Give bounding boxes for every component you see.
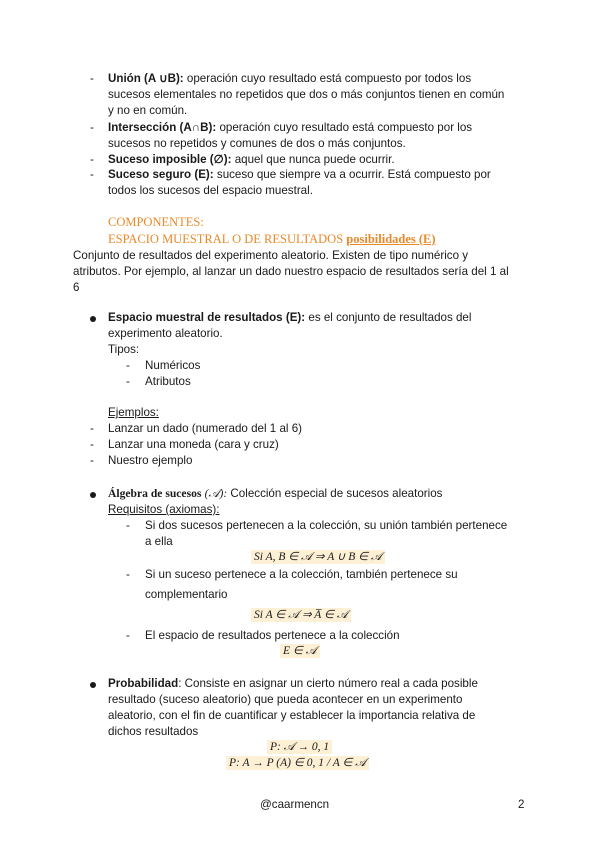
intro-text: Conjunto de resultados del experimento aleatorio. Existen de tipo numérico y (73, 249, 469, 262)
bullet-icon (90, 492, 96, 498)
dash: - (90, 121, 94, 134)
requisito-text: Si dos sucesos pertenecen a la colección, su unión también pertenece (145, 519, 508, 532)
op-union-line: y no en común. (108, 104, 188, 117)
probabilidad-line: resultado (suceso aleatorio) que pueda acontecer en un experimento (108, 693, 463, 706)
probabilidad-line: dichos resultados (108, 725, 199, 738)
section-heading: COMPONENTES: (108, 215, 204, 229)
op-union-line: sucesos elementales no repetidos que dos o más conjuntos tienen en común (108, 88, 505, 101)
footer-author: @caarmencn (260, 798, 330, 811)
formula-probabilidad: P: 𝒜 → 0, 1 (267, 740, 332, 754)
bullet-icon (90, 682, 96, 688)
op-interseccion: Intersección (A∩B): operación cuyo resultado está compuesto por los (108, 121, 473, 134)
intro-text: 6 (73, 281, 80, 294)
formula-union: Si A, B ∈ 𝒜 ⇒ A ∪ B ∈ 𝒜 (251, 550, 385, 564)
probabilidad-def: Probabilidad: Consiste en asignar un cierto número real a cada posible (108, 677, 478, 690)
formula-espacio: E ∈ 𝒜 (280, 644, 320, 658)
formula-probabilidad-mapping: P: A → P (A) ∈ 0, 1 / A ∈ 𝒜 (226, 756, 369, 770)
op-seguro-line: todos los sucesos del espacio muestral. (108, 184, 313, 197)
espacio-def: Espacio muestral de resultados (E): es el conjunto de resultados del (108, 311, 472, 324)
algebra-def: Álgebra de sucesos (𝒜): Colección especial de sucesos aleatorios (108, 487, 443, 500)
dash: - (126, 519, 130, 532)
ejemplo-item: Lanzar una moneda (cara y cruz) (108, 438, 279, 451)
dash: - (126, 375, 130, 388)
espacio-def-line: experimento aleatorio. (108, 327, 223, 340)
bullet-icon (90, 316, 96, 322)
requisito-text: El espacio de resultados pertenece a la colección (145, 629, 400, 642)
dash: - (90, 72, 94, 85)
op-imposible: Suceso imposible (∅): aquel que nunca puede ocurrir. (108, 153, 395, 166)
requisito-text: complementario (145, 588, 228, 601)
intro-text: atributos. Por ejemplo, al lanzar un dado nuestro espacio de resultados sería del 1 al (73, 265, 509, 278)
dash: - (90, 454, 94, 467)
tipo-item: Atributos (145, 375, 191, 388)
probabilidad-line: aleatorio, con el fin de cuantificar y establecer la importancia relativa de (108, 709, 476, 722)
formula-complementario: Si A ∈ 𝒜 ⇒ A̅ ∈ 𝒜 (251, 608, 351, 622)
tipo-item: Numéricos (145, 359, 201, 372)
tipos-label: Tipos: (108, 343, 140, 356)
dash: - (90, 168, 94, 181)
requisito-text: Si un suceso pertenece a la colección, también pertenece su (145, 568, 458, 581)
page-number: 2 (518, 798, 525, 811)
requisito-text: a ella (145, 535, 173, 548)
dash: - (126, 568, 130, 581)
dash: - (90, 153, 94, 166)
dash: - (90, 438, 94, 451)
dash: - (90, 422, 94, 435)
requisitos-label: Requisitos (axiomas): (108, 503, 220, 516)
dash: - (126, 359, 130, 372)
op-seguro: Suceso seguro (E): suceso que siempre va a ocurrir. Está compuesto por (108, 168, 491, 181)
op-union: Unión (A ∪B): operación cuyo resultado está compuesto por todos los (108, 72, 472, 85)
ejemplo-item: Nuestro ejemplo (108, 454, 193, 467)
ejemplos-label: Ejemplos: (108, 406, 159, 419)
op-interseccion-line: sucesos no repetidos y comunes de dos o más conjuntos. (108, 137, 406, 150)
dash: - (126, 629, 130, 642)
section-subheading: ESPACIO MUESTRAL O DE RESULTADOS posibilidades (E) (108, 232, 436, 246)
ejemplo-item: Lanzar un dado (numerado del 1 al 6) (108, 422, 303, 435)
